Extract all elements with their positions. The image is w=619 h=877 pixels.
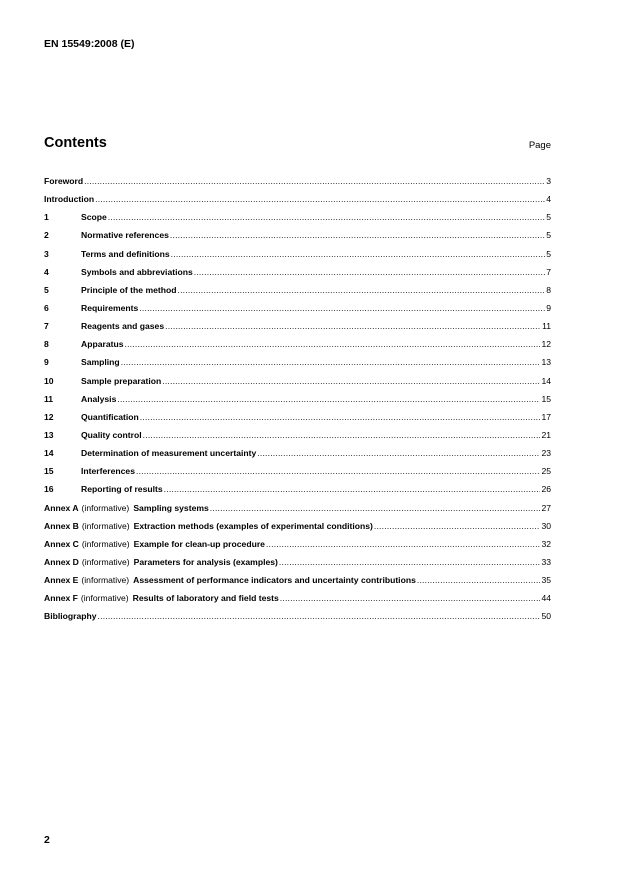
toc-entry-page: 11 — [542, 321, 551, 332]
toc-leader-dots — [178, 284, 546, 297]
toc-leader-dots — [108, 211, 545, 224]
toc-entry-page: 15 — [541, 393, 551, 404]
toc-entry-page: 25 — [541, 466, 551, 477]
toc-entry-number: 2 — [44, 230, 49, 241]
toc-annex-type: (informative) — [81, 538, 130, 549]
toc-entry-page: 17 — [541, 411, 551, 422]
toc-annex-label: Annex C — [44, 538, 79, 549]
toc-entry-number: 8 — [44, 339, 49, 350]
toc-entry-foreword[interactable] — [44, 175, 551, 193]
toc-entry-number: 12 — [44, 411, 54, 422]
toc-entry-page: 12 — [541, 339, 551, 350]
toc-entry-number: 15 — [44, 466, 54, 477]
toc-leader-dots — [417, 574, 541, 587]
toc-entry-title: Symbols and abbreviations — [81, 266, 193, 277]
toc-leader-dots — [98, 610, 541, 623]
toc-entry-page: 23 — [541, 448, 551, 459]
toc-entry-annex[interactable] — [44, 502, 551, 520]
toc-annex-label: Annex B — [44, 520, 79, 531]
toc-entry-page: 26 — [541, 484, 551, 495]
toc-entry-page: 4 — [546, 194, 551, 205]
toc-entry-title: Example for clean-up procedure — [133, 538, 265, 549]
toc-leader-dots — [139, 302, 545, 315]
toc-leader-dots — [164, 483, 541, 496]
toc-entry-page: 8 — [546, 284, 551, 295]
toc-entry-number: 10 — [44, 375, 54, 386]
contents-title: Contents — [44, 135, 107, 151]
toc-entry-title: Interferences — [81, 466, 135, 477]
toc-entry-number: 11 — [44, 393, 54, 404]
toc-entry-page: 50 — [541, 611, 551, 622]
toc-entry-title: Bibliography — [44, 611, 97, 622]
toc-entry-clause[interactable] — [44, 375, 551, 393]
toc-leader-dots — [257, 447, 540, 460]
toc-entry-clause[interactable] — [44, 320, 551, 338]
toc-leader-dots — [162, 375, 540, 388]
toc-entry-page: 27 — [541, 502, 551, 513]
table-of-contents — [44, 175, 551, 629]
toc-entry-title: Requirements — [81, 302, 139, 313]
toc-entry-number: 9 — [44, 357, 49, 368]
toc-entry-bibliography[interactable] — [44, 610, 551, 628]
toc-annex-label: Annex F — [44, 593, 78, 604]
toc-annex-type: (informative) — [80, 593, 129, 604]
toc-leader-dots — [171, 248, 546, 261]
toc-leader-dots — [194, 266, 545, 279]
toc-leader-dots — [84, 175, 545, 188]
toc-leader-dots — [143, 429, 541, 442]
toc-entry-title: Extraction methods (examples of experimental conditions) — [133, 520, 373, 531]
toc-entry-title: Results of laboratory and field tests — [132, 593, 279, 604]
toc-entry-title: Introduction — [44, 194, 95, 205]
toc-entry-title: Scope — [81, 212, 107, 223]
toc-entry-clause[interactable] — [44, 211, 551, 229]
toc-entry-number: 1 — [44, 212, 49, 223]
toc-entry-number: 7 — [44, 321, 49, 332]
toc-entry-page: 30 — [541, 520, 551, 531]
toc-leader-dots — [125, 338, 541, 351]
toc-entry-clause[interactable] — [44, 302, 551, 320]
toc-leader-dots — [170, 229, 545, 242]
toc-entry-clause[interactable] — [44, 229, 551, 247]
toc-entry-title: Foreword — [44, 176, 84, 186]
toc-annex-label: Annex A — [44, 502, 79, 513]
toc-entry-page: 9 — [546, 302, 551, 313]
toc-entry-page: 35 — [541, 575, 551, 586]
toc-entry-page: 33 — [541, 556, 551, 567]
toc-entry-page: 21 — [541, 429, 551, 440]
toc-entry-number: 13 — [44, 429, 54, 440]
toc-entry-clause[interactable] — [44, 356, 551, 374]
toc-entry-clause[interactable] — [44, 447, 551, 465]
toc-leader-dots — [95, 193, 545, 206]
page-column-label: Page — [528, 140, 551, 151]
toc-entry-clause[interactable] — [44, 429, 551, 447]
toc-leader-dots — [117, 393, 540, 406]
toc-annex-type: (informative) — [81, 520, 130, 531]
toc-entry-clause[interactable] — [44, 338, 551, 356]
toc-entry-page: 5 — [546, 248, 551, 259]
toc-leader-dots — [165, 320, 541, 333]
toc-entry-clause[interactable] — [44, 284, 551, 302]
toc-leader-dots — [121, 356, 541, 369]
toc-entry-page: 3 — [546, 176, 551, 186]
toc-entry-annex[interactable] — [44, 574, 551, 592]
toc-entry-title: Parameters for analysis (examples) — [133, 556, 278, 567]
toc-leader-dots — [279, 556, 541, 569]
toc-entry-title: Assessment of performance indicators and uncertainty contributions — [133, 575, 416, 586]
toc-leader-dots — [136, 465, 540, 478]
toc-entry-number: 5 — [44, 284, 49, 295]
toc-entry-page: 32 — [541, 538, 551, 549]
toc-leader-dots — [374, 520, 541, 533]
toc-annex-type: (informative) — [81, 575, 130, 586]
toc-entry-title: Sampling — [81, 357, 120, 368]
toc-entry-title: Analysis — [81, 393, 117, 404]
toc-leader-dots — [266, 538, 540, 551]
toc-leader-dots — [280, 592, 541, 605]
page-number: 2 — [44, 834, 50, 846]
document-header: EN 15549:2008 (E) — [44, 38, 135, 50]
toc-entry-annex[interactable] — [44, 538, 551, 556]
toc-annex-label: Annex D — [44, 556, 79, 567]
toc-entry-annex[interactable] — [44, 556, 551, 574]
toc-entry-clause[interactable] — [44, 411, 551, 429]
toc-entry-title: Reagents and gases — [81, 321, 165, 332]
toc-entry-number: 3 — [44, 248, 49, 259]
toc-entry-number: 16 — [44, 484, 54, 495]
toc-entry-annex[interactable] — [44, 520, 551, 538]
toc-annex-label: Annex E — [44, 575, 79, 586]
toc-entry-page: 7 — [546, 266, 551, 277]
toc-entry-number: 4 — [44, 266, 49, 277]
toc-entry-title: Normative references — [81, 230, 169, 241]
toc-entry-page: 14 — [541, 375, 551, 386]
toc-annex-type: (informative) — [81, 556, 130, 567]
toc-entry-title: Quality control — [81, 429, 142, 440]
toc-entry-title: Determination of measurement uncertainty — [81, 448, 257, 459]
toc-entry-number: 14 — [44, 448, 54, 459]
toc-annex-type: (informative) — [81, 502, 130, 513]
toc-entry-clause[interactable] — [44, 465, 551, 483]
toc-entry-page: 5 — [546, 212, 551, 223]
toc-entry-title: Quantification — [81, 411, 139, 422]
toc-leader-dots — [210, 502, 541, 515]
toc-entry-title: Sampling systems — [133, 502, 209, 513]
toc-entry-clause[interactable] — [44, 266, 551, 284]
toc-entry-title: Terms and definitions — [81, 248, 170, 259]
toc-leader-dots — [140, 411, 541, 424]
toc-entry-page: 5 — [546, 230, 551, 241]
toc-entry-title: Apparatus — [81, 339, 124, 350]
toc-entry-title: Principle of the method — [81, 284, 177, 295]
toc-entry-clause[interactable] — [44, 393, 551, 411]
toc-entry-page: 44 — [541, 593, 551, 604]
toc-entry-number: 6 — [44, 302, 49, 313]
toc-entry-title: Reporting of results — [81, 484, 163, 495]
toc-entry-annex[interactable] — [44, 592, 551, 610]
toc-entry-clause[interactable] — [44, 248, 551, 266]
toc-entry-page: 13 — [541, 357, 551, 368]
toc-entry-clause[interactable] — [44, 483, 551, 501]
toc-entry-title: Sample preparation — [81, 375, 162, 386]
toc-entry-introduction[interactable] — [44, 193, 551, 211]
